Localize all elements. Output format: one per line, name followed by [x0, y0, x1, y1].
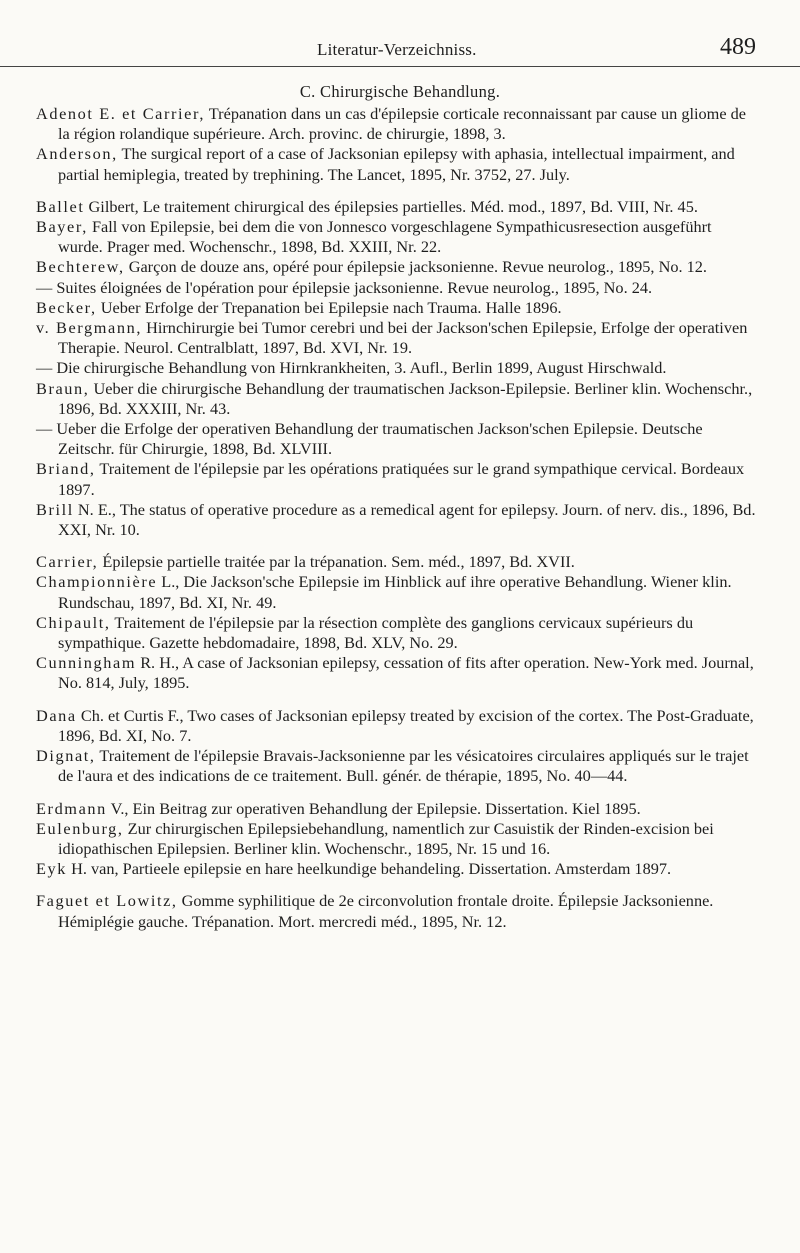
- reference-text: Ch. et Curtis F., Two cases of Jacksonian epilepsy treated by excision of the cortex. The Post-Graduate, 1896, Bd. XI, No. 7.: [58, 705, 754, 745]
- reference-text: The surgical report of a case of Jacksonian epilepsy with aphasia, intellectual impairment, and partial hemiplegia, treated by trephining. The Lancet, 1895, Nr. 3752, 27. July.: [58, 144, 735, 184]
- reference-text: N. E., The status of operative procedure as a remedical agent for epilepsy. Journ. of nerv. dis., 1896, Bd. XXI, Nr. 10.: [58, 499, 756, 540]
- section-heading: C. Chirurgische Behandlung.: [299, 82, 501, 101]
- reference-author: Eyk: [36, 859, 68, 879]
- reference-entry: [36, 419, 758, 459]
- reference-author: Chipault,: [36, 612, 111, 632]
- reference-text: Trépanation dans un cas d'épilepsie corticale reconnaissant par cause un gliome de la région rolandique supérieure. Arch. provinc. de chirurgie, 1898, 3.: [58, 104, 746, 144]
- reference-author: Dana: [36, 705, 77, 725]
- reference-entry: [36, 859, 758, 879]
- reference-text: Fall von Epilepsie, bei dem die von Jonnesco vorgeschlagene Sympathicusresection ausgeführt wurde. Prager med. Wochenschr., 1898, Bd. XXIII, Nr. 22.: [58, 217, 712, 257]
- reference-text: Ueber Erfolge der Trepanation bei Epilepsie nach Trauma. Halle 1896.: [96, 297, 562, 317]
- reference-text: Épilepsie partielle traitée par la trépanation. Sem. méd., 1897, Bd. XVII.: [98, 552, 575, 572]
- reference-author: Carrier,: [36, 552, 99, 572]
- reference-entry: [36, 500, 758, 540]
- reference-author: Becker,: [36, 297, 97, 317]
- reference-text: — Ueber die Erfolge der operativen Behandlung der traumatischen Jackson'schen Epilepsie. Deutsche Zeitschr. für Chirurgie, 1898, Bd. XLVIII.: [36, 419, 703, 459]
- reference-text: R. H., A case of Jacksonian epilepsy, cessation of fits after operation. New-York med. Journal, No. 814, July, 1895.: [58, 653, 754, 693]
- running-title: Literatur-Verzeichniss.: [317, 40, 477, 59]
- reference-entry: [36, 358, 758, 378]
- reference-entry: [36, 318, 758, 358]
- reference-text: — Die chirurgische Behandlung von Hirnkrankheiten, 3. Aufl., Berlin 1899, August Hirschwald.: [36, 358, 667, 378]
- reference-author: Erdmann: [36, 798, 107, 818]
- reference-entry: [36, 144, 758, 184]
- reference-entry: [36, 104, 758, 144]
- reference-entry: [36, 552, 758, 572]
- reference-text: Traitement de l'épilepsie par la résection complète des ganglions cervicaux supérieurs du sympathique. Gazette hebdomadaire, 1898, Bd. XLV, No. 29.: [58, 612, 694, 653]
- reference-author: Cunningham: [36, 653, 137, 673]
- reference-text: Garçon de douze ans, opéré pour épilepsie jacksonienne. Revue neurolog., 1895, No. 12.: [124, 257, 707, 277]
- reference-entry: [36, 653, 758, 693]
- reference-entry: [36, 572, 758, 612]
- reference-text: L., Die Jackson'sche Epilepsie im Hinblick auf ihre operative Behandlung. Wiener klin. Rundschau, 1897, Bd. XI, Nr. 49.: [58, 572, 732, 612]
- reference-author: Faguet et Lowitz,: [36, 891, 178, 911]
- reference-entry: [36, 197, 758, 217]
- reference-entry: [36, 459, 758, 499]
- reference-text: Hirnchirurgie bei Tumor cerebri und bei der Jackson'schen Epilepsie, Erfolge der operativen Therapie. Neurol. Centralblatt, 1897, Bd. XVI, Nr. 19.: [58, 318, 748, 358]
- reference-text: — Suites éloignées de l'opération pour épilepsie jacksonienne. Revue neurolog., 1895, No. 24.: [36, 277, 653, 297]
- reference-author: Adenot E. et Carrier,: [36, 104, 206, 123]
- reference-author: Dignat,: [36, 746, 96, 766]
- reference-entry: [36, 819, 758, 859]
- reference-author: v. Bergmann,: [36, 318, 143, 338]
- reference-author: Bechterew,: [36, 257, 125, 277]
- reference-author: Braun,: [36, 378, 90, 398]
- reference-text: H. van, Partieele epilepsie en hare heelkundige behandeling. Dissertation. Amsterdam 1897.: [67, 859, 672, 879]
- reference-entry: [36, 217, 758, 257]
- reference-text: Gilbert, Le traitement chirurgical des épilepsies partielles. Méd. mod., 1897, Bd. VIII, Nr. 45.: [84, 196, 698, 216]
- reference-author: Championnière: [36, 572, 158, 592]
- reference-text: Traitement de l'épilepsie par les opérations pratiquées sur le grand sympathique cervical. Bordeaux 1897.: [58, 459, 745, 499]
- reference-text: Gomme syphilitique de 2e circonvolution frontale droite. Épilepsie Jacksonienne. Hémiplégie gauche. Trépanation. Mort. mercredi méd., 1895, Nr. 12.: [58, 891, 714, 931]
- reference-text: Zur chirurgischen Epilepsiebehandlung, namentlich zur Casuistik der Rinden-excision bei idiopathischen Epilepsien. Berliner klin. Wochenschr., 1895, Nr. 15 und 16.: [58, 818, 714, 858]
- reference-entry: [36, 799, 758, 819]
- reference-entry: [36, 379, 758, 419]
- reference-entry: [36, 257, 758, 277]
- reference-author: Anderson,: [36, 144, 118, 164]
- reference-author: Briand,: [36, 459, 96, 479]
- page-number: 489: [720, 34, 756, 60]
- reference-author: Brill: [36, 499, 74, 519]
- reference-author: Bayer,: [36, 217, 88, 237]
- reference-text: Traitement de l'épilepsie Bravais-Jacksonienne par les vésicatoires circulaires appliqués sur le trajet de l'aura et des indications de ce traitement. Bull. génér. de thérapie, 1895, No. 40—44.: [58, 746, 749, 786]
- page-header: [0, 36, 800, 67]
- reference-entry: [36, 891, 758, 931]
- reference-entry: [36, 298, 758, 318]
- reference-entry: [36, 706, 758, 746]
- reference-entry: [36, 613, 758, 653]
- reference-list: [36, 104, 758, 932]
- reference-text: Ueber die chirurgische Behandlung der traumatischen Jackson-Epilepsie. Berliner klin. Wochenschr., 1896, Bd. XXXIII, Nr. 43.: [58, 378, 753, 418]
- reference-text: V., Ein Beitrag zur operativen Behandlung der Epilepsie. Dissertation. Kiel 1895.: [106, 798, 641, 818]
- reference-entry: [36, 278, 758, 298]
- reference-author: Eulenburg,: [36, 818, 124, 838]
- reference-entry: [36, 746, 758, 786]
- reference-author: Ballet: [36, 196, 85, 216]
